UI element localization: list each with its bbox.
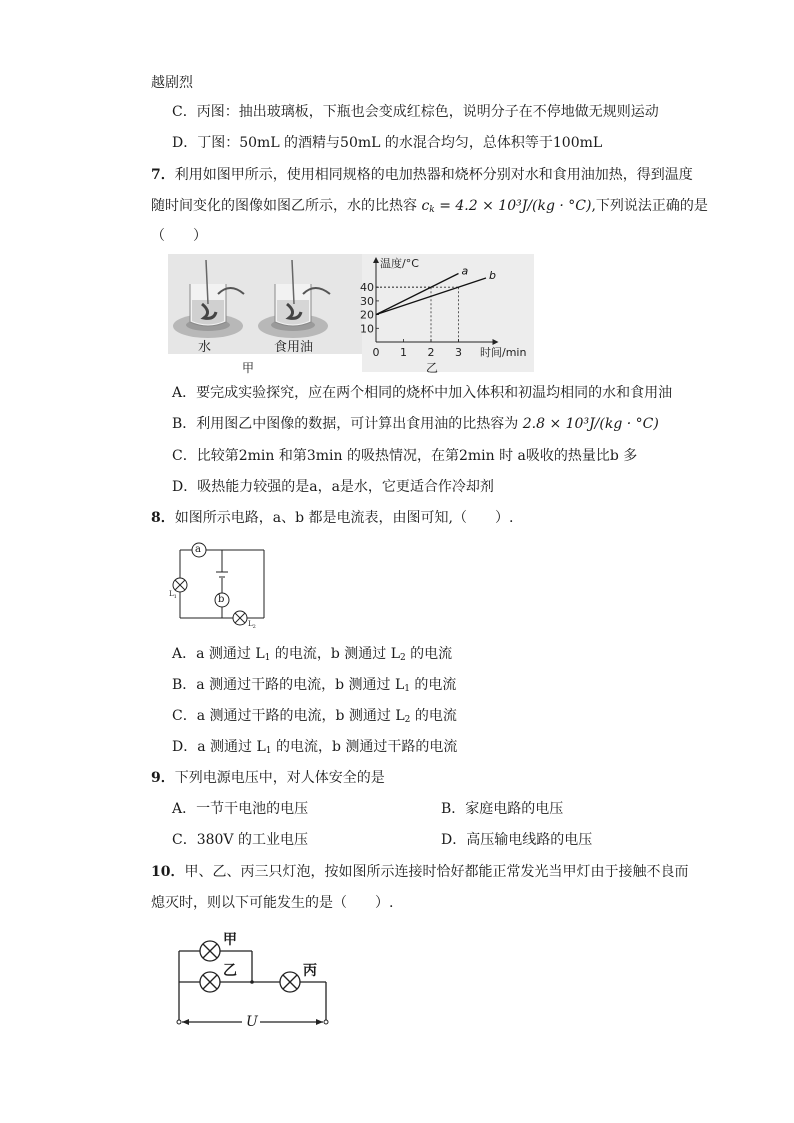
q7-stem-line2 — [151, 196, 708, 220]
q10-stem-line1 — [151, 862, 688, 882]
y-tick-label-30: 30 — [360, 294, 374, 308]
y-tick-label-40: 40 — [360, 281, 374, 295]
q8-option-c — [172, 706, 457, 730]
lamp-l1-sub: 1 — [173, 594, 177, 600]
x-axis-arrow — [493, 339, 499, 345]
q6-option-d: D．丁图：50mL 的酒精与50mL 的水混合均匀，总体积等于100mL — [172, 135, 603, 151]
lamp-l2-sub: 2 — [252, 624, 256, 630]
q9-stem: 下列电源电压中，对人体安全的是 — [174, 770, 385, 786]
lamp-l1-letter: L — [169, 590, 174, 598]
q8-circuit-figure — [168, 538, 272, 630]
q8-stem: 如图所示电路，a、b 都是电流表，由图可知,（ ）. — [174, 510, 514, 526]
q7-c-value: = 4.2 × 10³J/(kg · °C) — [434, 198, 592, 214]
q8-d-sub: 1 — [265, 746, 272, 756]
q8-option-b — [172, 675, 456, 699]
y-tick-label-10: 10 — [360, 322, 374, 336]
label-jia: 甲 — [242, 361, 255, 375]
series-label-b: b — [489, 269, 496, 283]
q10-number: 10． — [151, 864, 185, 880]
q7-figure-yi — [360, 254, 534, 375]
lamp-jia-label: 甲 — [223, 932, 237, 948]
q7-number: 7． — [151, 167, 175, 183]
q8-d-part1: D．a 测通过 L — [172, 739, 266, 755]
q7-stem-line1 — [151, 165, 693, 185]
series-line-a — [376, 274, 459, 315]
q8-c-part1: C．a 测通过干路的电流，b 测通过 L — [172, 708, 405, 724]
q8-b-part2: 的电流 — [409, 677, 457, 693]
q10-circuit-figure — [172, 930, 334, 1030]
q7-c-subscript: k — [429, 205, 435, 215]
q7-stem2a: 随时间变化的图像如图乙所示，水的比热容 — [151, 198, 422, 214]
y-tick-label-20: 20 — [360, 308, 374, 322]
q7-option-b-text: B．利用图乙中图像的数据，可计算出食用油的比热容为 — [172, 416, 523, 432]
label-oil: 食用油 — [274, 340, 314, 355]
q7-option-b — [172, 414, 659, 434]
q8-number: 8． — [151, 510, 175, 526]
q8-b-sub: 1 — [404, 684, 410, 694]
q8-a-sub1: 1 — [264, 653, 271, 663]
x-tick-label-3: 3 — [455, 346, 462, 359]
voltage-label: U — [246, 1014, 258, 1030]
q9-option-c: C．380V 的工业电压 — [172, 832, 308, 848]
q7-c-symbol: c — [421, 198, 430, 214]
x-tick-label-1: 1 — [400, 346, 407, 359]
q10-stem-line2: 熄灭时，则以下可能发生的是（ ）. — [151, 895, 394, 911]
q8-option-a — [172, 644, 452, 668]
q7-option-b-value: 2.8 × 10³J/(kg · °C) — [522, 416, 659, 432]
q7-option-a: A．要完成实验探究，应在两个相同的烧杯中加入体积和初温均相同的水和食用油 — [172, 385, 673, 401]
lamp-l2-letter: L — [248, 620, 253, 628]
q8-a-part2: 的电流，b 测通过 L — [270, 646, 400, 662]
lamp-yi-label: 乙 — [223, 963, 237, 979]
q8-circuit-diagram — [168, 538, 272, 630]
q7-answer-paren: （ ） — [151, 228, 207, 244]
q8-c-part2: 的电流 — [410, 708, 457, 724]
q9-option-a: A．一节干电池的电压 — [172, 801, 309, 817]
q6-continuation: 越剧烈 — [151, 75, 193, 91]
q7-option-c: C．比较第2min 和第3min 的吸热情况，在第2min 时 a吸收的热量比b 多 — [172, 448, 638, 464]
meter-a-label: a — [195, 544, 201, 555]
q10-stem1: 甲、乙、丙三只灯泡，按如图所示连接时恰好都能正常发光当甲灯由于接触不良而 — [184, 864, 689, 880]
y-axis-arrow — [373, 257, 379, 263]
label-water: 水 — [198, 340, 212, 355]
x-axis-title: 时间/min — [480, 346, 527, 359]
series-label-a: a — [461, 264, 469, 278]
q7-stem2b: ,下列说法正确的是 — [591, 198, 708, 214]
q7-figure-jia — [168, 254, 363, 375]
q9-option-b: B．家庭电路的电压 — [441, 801, 564, 817]
lamp-l2-label — [248, 618, 256, 633]
q8-d-part2: 的电流，b 测通过干路的电流 — [271, 739, 458, 755]
label-yi: 乙 — [426, 361, 439, 375]
q6-option-c: C．丙图：抽出玻璃板，下瓶也会变成红棕色，说明分子在不停地做无规则运动 — [172, 104, 659, 120]
q8-option-d — [172, 737, 457, 761]
q8-stem-line — [151, 508, 513, 528]
meter-b-label: b — [218, 594, 225, 605]
q8-b-part1: B．a 测通过干路的电流，b 测通过 L — [172, 677, 405, 693]
q8-c-sub: 2 — [404, 715, 411, 725]
y-axis-title: 温度/°C — [380, 257, 419, 270]
x-tick-label-0: 0 — [372, 346, 380, 359]
q9-stem-line — [151, 768, 385, 788]
lamp-bing-label: 丙 — [303, 963, 317, 979]
q8-a-sub2: 2 — [400, 653, 406, 663]
q9-option-d: D．高压输电线路的电压 — [441, 832, 593, 848]
q9-number: 9． — [151, 770, 175, 786]
q7-option-d: D．吸热能力较强的是a，a是水，它更适合作冷却剂 — [172, 479, 494, 495]
q8-a-part1: A．a 测通过 L — [172, 646, 265, 662]
x-tick-label-2: 2 — [427, 346, 435, 359]
temperature-time-chart — [362, 254, 534, 372]
lamp-l1-label — [169, 588, 177, 603]
q8-a-part3: 的电流 — [405, 646, 453, 662]
q7-stem1: 利用如图甲所示，使用相同规格的电加热器和烧杯分别对水和食用油加热，得到温度 — [174, 167, 693, 183]
